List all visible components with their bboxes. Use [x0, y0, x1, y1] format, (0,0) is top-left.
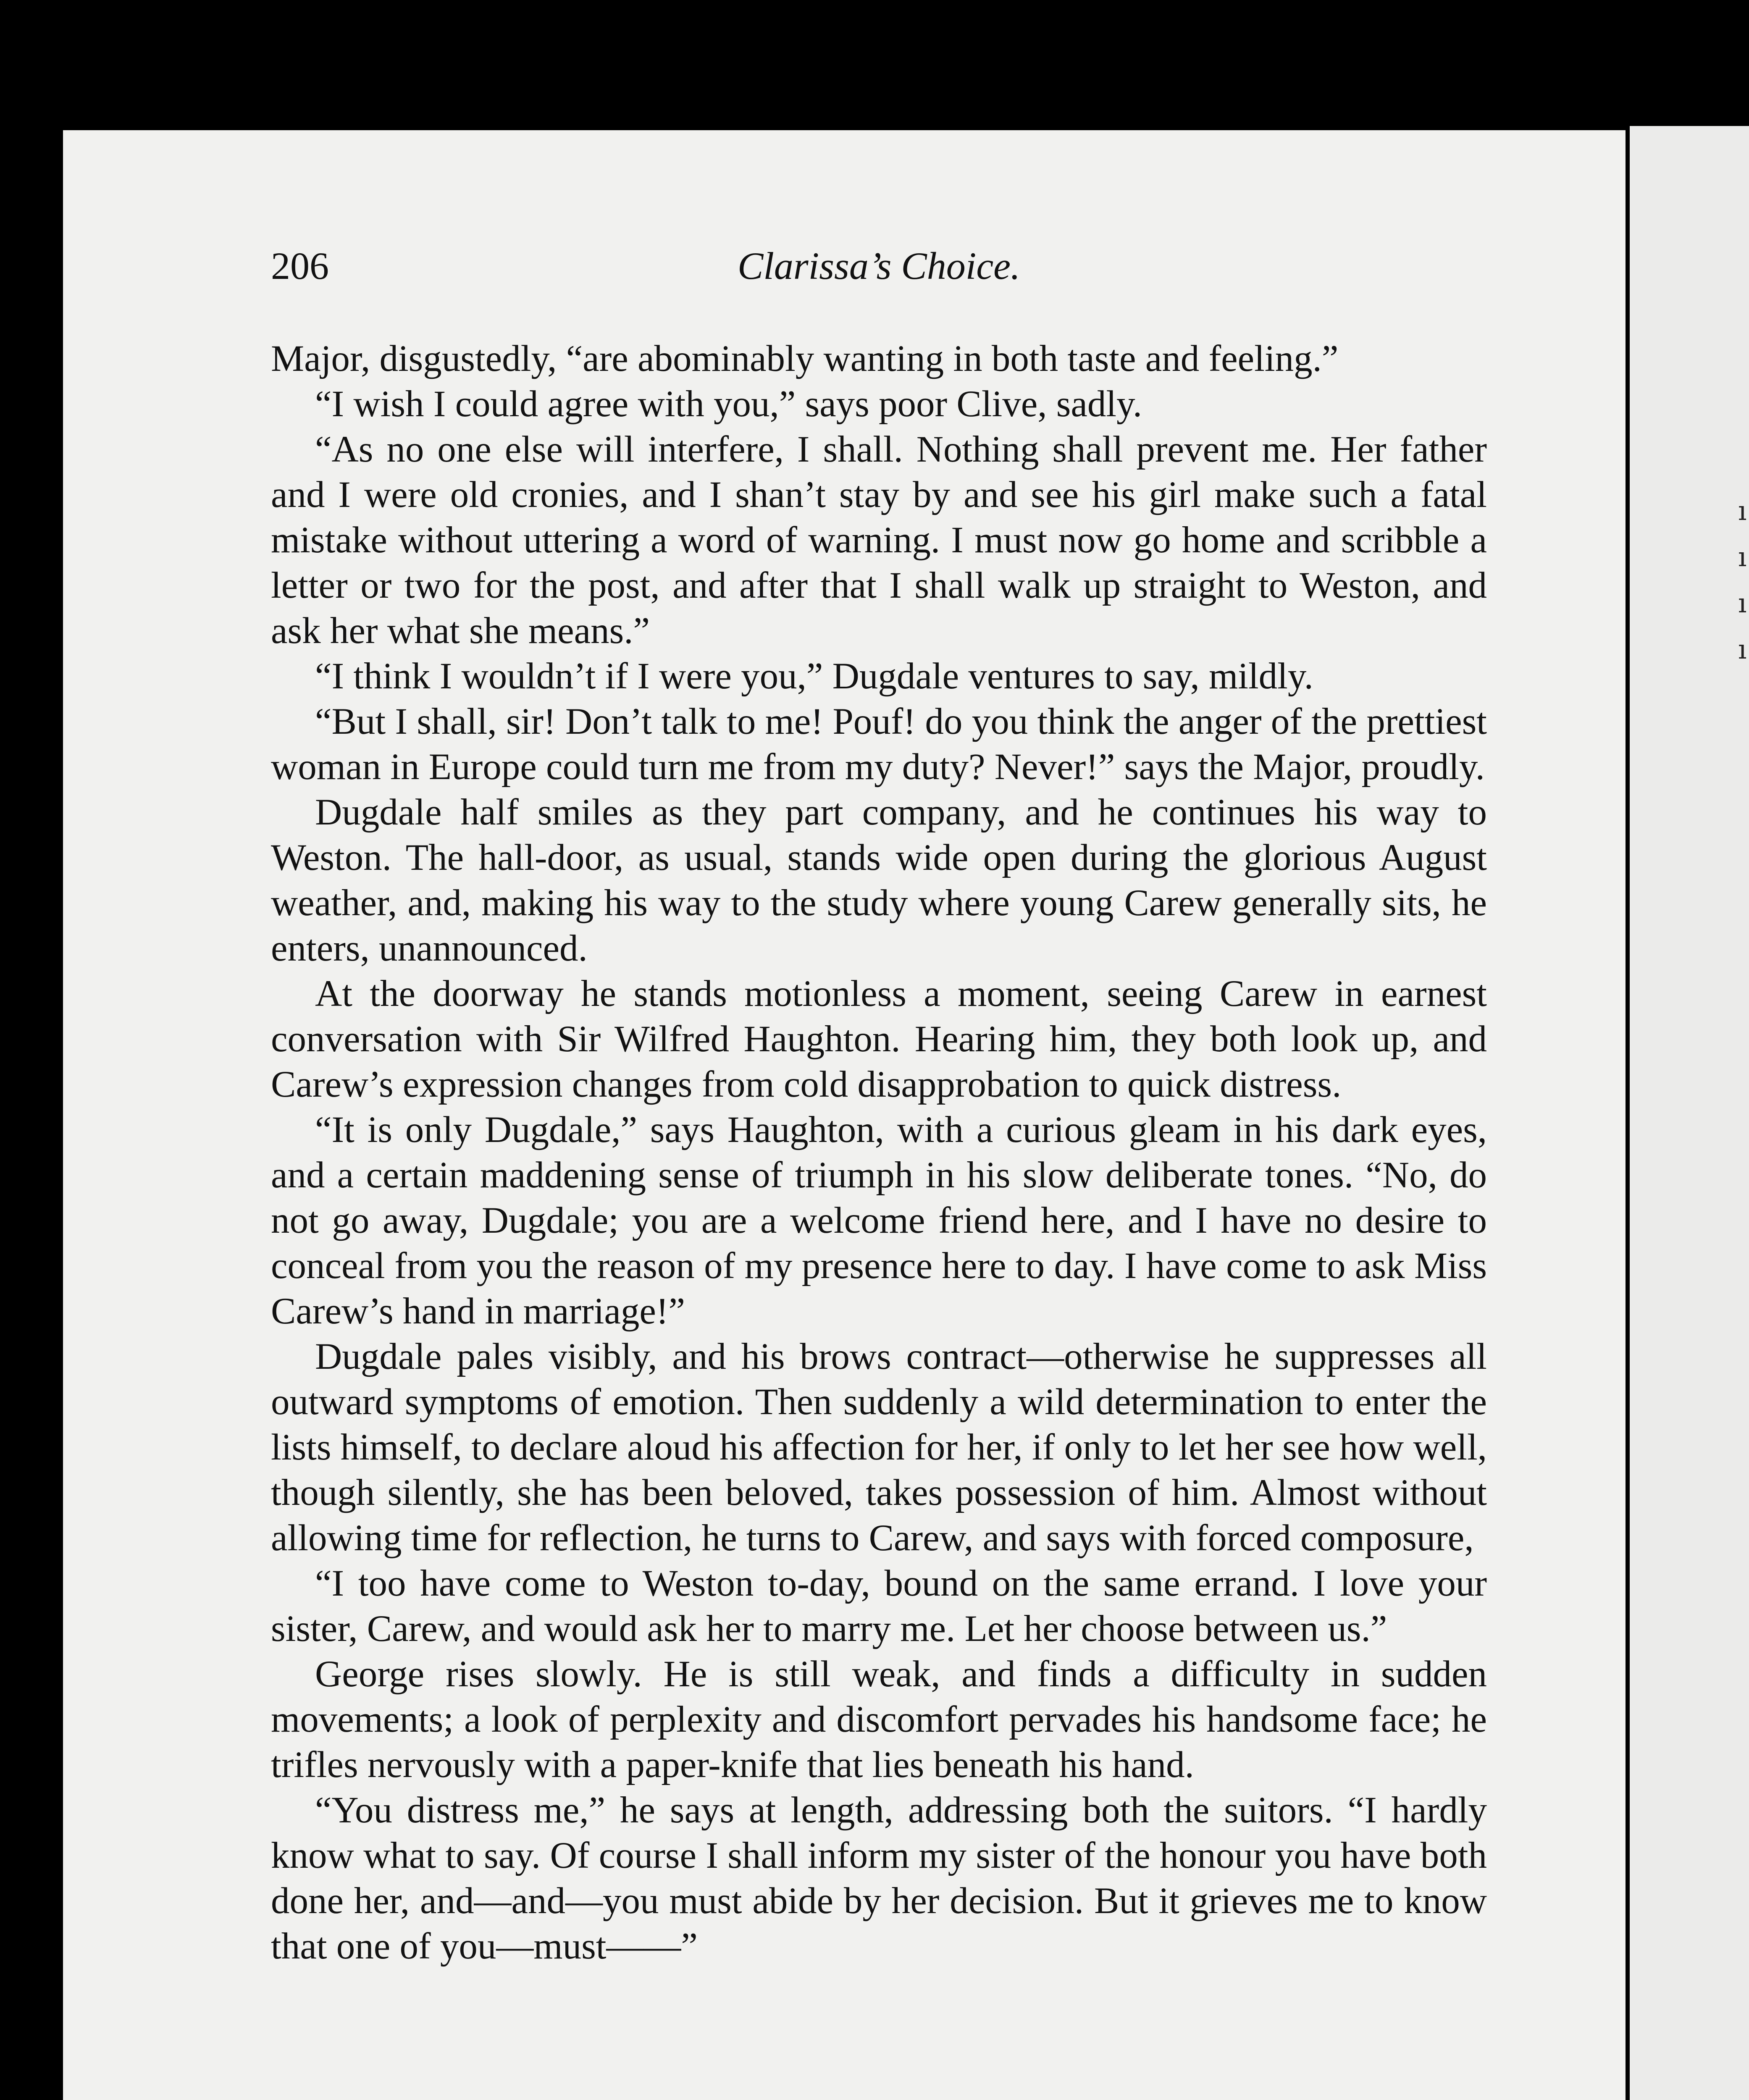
body-text — [271, 336, 1487, 1969]
paragraph: “As no one else will interfere, I shall. Nothing shall prevent me. Her father and I were old cronies, and I shan’t stay by and see his girl make such a fatal mistake without uttering a word of warning. I must now go home and scribble a letter or two for the post, and after that I shall walk up straight to Weston, and ask her what she means.” — [271, 429, 1487, 651]
paragraph: Dugdale half smiles as they part company, and he continues his way to Weston. The hall-door, as usual, stands wide open during the glorious August weather, and, making his way to the study where young Carew generally sits, he enters, unannounced. — [271, 792, 1487, 969]
edge-glyph: ı — [1738, 496, 1747, 527]
edge-glyph: ı — [1738, 634, 1747, 665]
edge-glyph: ı — [1738, 542, 1747, 573]
paragraph: “It is only Dugdale,” says Haughton, with a curious gleam in his dark eyes, and a certain maddening sense of triumph in his slow deliberate tones. “No, do not go away, Dugdale; you are a welcome friend here, and I have no desire to conceal from you the reason of my presence here to day. I have come to ask Miss Carew’s hand in marriage!” — [271, 1109, 1487, 1332]
paragraph: “I too have come to Weston to-day, bound on the same errand. I love your sister, Carew, and would ask her to marry me. Let her choose between us.” — [271, 1563, 1487, 1649]
paragraph: Dugdale pales visibly, and his brows contract—otherwise he suppresses all outward symptoms of emotion. Then suddenly a wild determination to enter the lists himself, to declare aloud his affection for her, if only to let her see how well, though silently, she has been beloved, takes possession of him. Almost without allowing time for reflection, he turns to Carew, and says with forced composure, — [271, 1336, 1487, 1559]
paragraph: “But I shall, sir! Don’t talk to me! Pouf! do you think the anger of the prettiest woman in Europe could turn me from my duty? Never!” says the Major, proudly. — [271, 701, 1487, 788]
paragraph: “I think I wouldn’t if I were you,” Dugdale ventures to say, mildly. — [315, 656, 1313, 697]
paragraph: Major, disgustedly, “are abominably wanting in both taste and feeling.” — [271, 338, 1339, 379]
paragraph: “You distress me,” he says at length, addressing both the suitors. “I hardly know what to say. Of course I shall inform my sister of the honour you have both done her, and—and—you must abide by her decision. But it grieves me to know that one of you—must——” — [271, 1790, 1487, 1967]
running-header — [271, 244, 1487, 298]
paragraph: George rises slowly. He is still weak, and finds a difficulty in sudden movements; a look of perplexity and discomfort pervades his handsome face; he trifles nervously with a paper-knife that lies beneath his hand. — [271, 1654, 1487, 1785]
paragraph: “I wish I could agree with you,” says poor Clive, sadly. — [315, 383, 1142, 425]
edge-glyph: ı — [1738, 588, 1747, 619]
paragraph: At the doorway he stands motionless a moment, seeing Carew in earnest conversation with Sir Wilfred Haughton. Hearing him, they both look up, and Carew’s expression changes from cold disapprobation to quick distress. — [271, 973, 1487, 1105]
page-number: 206 — [271, 244, 329, 287]
running-title: Clarissa’s Choice. — [737, 244, 1021, 287]
adjacent-page-edge — [1630, 126, 1749, 2100]
